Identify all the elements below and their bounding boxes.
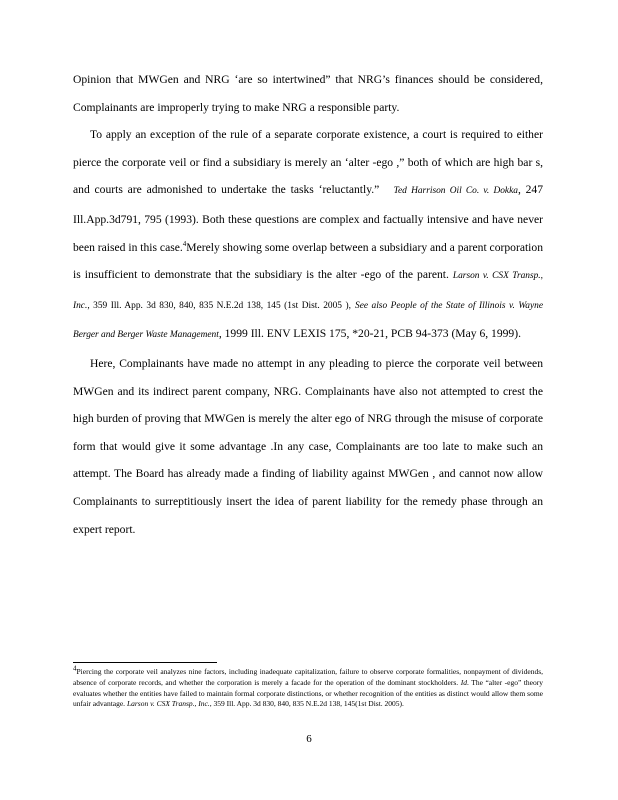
footnote-text-2: . The “alter -ego” theory evaluates whether the entities have failed to maintain formal corporate distinctions, or whether recognition of the entities as distinct would allow them some unfair advantage.: [73, 677, 543, 709]
footnote-reference[interactable]: 4: [182, 239, 187, 248]
page-number: 6: [306, 733, 312, 745]
footnote-text-1: Piercing the corporate veil analyzes nine factors, including inadequate capitalization, failure to observe corporate formalities, nonpayment of dividends, absence of corporate records, and whether the corporation is merely a facade for the operation of the dominant stockholders.: [73, 667, 543, 687]
citation-larson-reporter: , 359 Ill. App. 3d 830, 840, 835 N.E.2d 138, 145 (1st Dist. 2005 ),: [87, 300, 351, 311]
citation-larson: Larson v. CSX Transp., Inc.: [73, 271, 543, 311]
footnote-text-3: , 359 Ill. App. 3d 830, 840, 835 N.E.2d 138, 145(1st Dist. 2005).: [209, 699, 404, 709]
paragraph-1: [73, 66, 543, 121]
paragraph-2-text-3: Merely showing some overlap between a subsidiary and a parent corporation is insufficient to demonstrate that the subsidiary is the alter -ego of the parent.: [73, 240, 543, 282]
citation-berger: See also People of the State of Illinois v. Wayne Berger and Berger Waste Management: [73, 300, 543, 341]
paragraph-3-text: Here, Complainants have made no attempt in any pleading to pierce the corporate veil between MWGen and its indirect parent company, NRG. Complainants have also not attempted to crest the high burden of proving that MWGen is merely the alter ego of NRG through the misuse of corporate form that would give it some advantage .In any case, Complainants are too late to make such an attempt. The Board has already made a finding of liability against MWGen , and cannot now allow Complainants to surreptitiously insert the idea of parent liability for the remedy phase through an expert report.: [73, 356, 543, 536]
footnote: [73, 664, 543, 710]
paragraph-2-text-1: To apply an exception of the rule of a separate corporate existence, a court is required to either pierce the corporate veil or find a subsidiary is merely an ‘alter -ego ,” both of which are high bar s, and courts are admonished to undertake the tasks ‘reluctantly.”: [73, 128, 543, 197]
paragraph-2-text-2: , 247 Ill.App.3d791, 795 (1993). Both these questions are complex and factually intensive and have never been raised in this case.: [73, 183, 544, 254]
paragraph-3: [73, 350, 543, 543]
footnote-4: [73, 664, 543, 710]
paragraph-2: [73, 121, 543, 350]
footnote-citation-id: Id: [460, 677, 467, 687]
citation-ted-harrison: Ted Harrison Oil Co. v. Dokka: [393, 186, 518, 197]
body-text: [73, 66, 543, 543]
paragraph-1-text: Opinion that MWGen and NRG ‘are so intertwined” that NRG’s finances should be considered, Complainants are improperly trying to make NRG a responsible party.: [73, 73, 543, 114]
footnote-citation-larson: Larson v. CSX Transp., Inc.: [126, 699, 210, 709]
footnote-marker: 4: [73, 664, 77, 673]
footnote-divider: [73, 662, 217, 663]
paragraph-2-text-4: , 1999 Ill. ENV LEXIS 175, *20-21, PCB 94-373 (May 6, 1999).: [218, 327, 521, 341]
